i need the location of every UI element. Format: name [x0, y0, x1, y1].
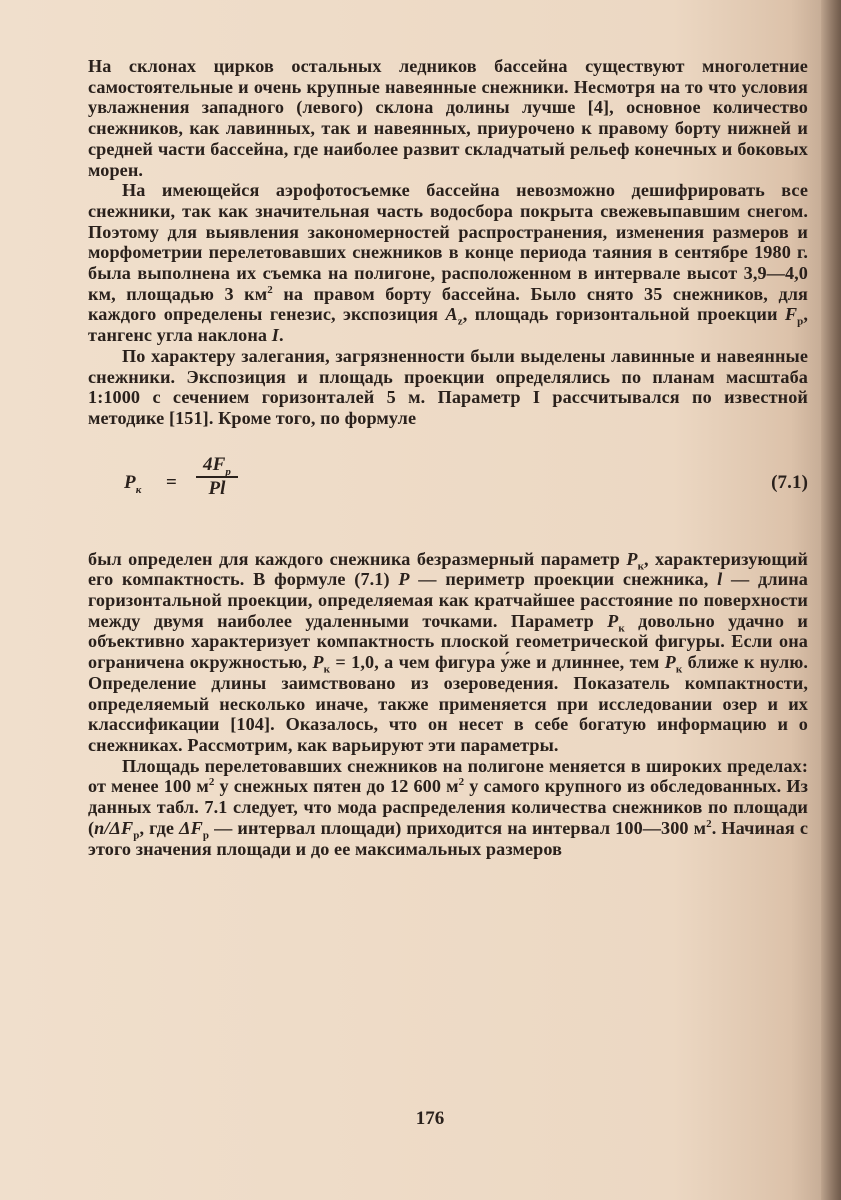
page-number: 176 — [415, 1108, 445, 1129]
paragraph-5: Площадь перелетовавших снежников на полигоне меняется в широких пределах: от менее 100 $м^2$ у снежных пятен до 12 600 $м^2$ у самого крупного из обследованных. Из данных табл. 7.1 следует, что мода распределения количества снежников по площади ($n/\Delta F_p$, где $\Delta F_p$ — интервал площади) приходится на интервал 100—300 $м^2$. Начиная с этого значения площади и до ее максимальных размеров — [88, 755, 808, 859]
page-edge-shadow — [821, 0, 841, 1200]
formula-number: (7.1) — [771, 471, 808, 493]
page-text — [88, 56, 808, 859]
formula-fraction — [196, 455, 238, 500]
formula-numerator: $4F_p$ — [196, 455, 238, 479]
paragraph-4: был определен для каждого снежника безразмерный параметр $P_к$, характеризующий его компактность. В формуле (7.1) P — периметр проекции снежника, l — длина горизонтальной проекции, определяемая как кратчайшее расстояние по поверхности между двумя наиболее удаленными точками. Параметр $P_к$ довольно удачно и объективно характеризует компактность плоской геометрической фигуры. Если она ограничена окружностью, $P_к = 1,0$, а чем фигура у́же и длиннее, тем $P_к$ ближе к нулю. Определение длины заимствовано из озероведения. Показатель компактности, определяемый несколько иначе, также применяется при исследовании озер и их классификации [104]. Оказалось, что он несет в себе богатую информацию и о снежниках. Рассмотрим, как варьируют эти параметры. — [88, 548, 808, 755]
formula-7-1 — [88, 445, 808, 541]
paragraph-3: По характеру залегания, загрязненности были выделены лавинные и навеянные снежники. Экспозиция и площадь проекции определялись по планам масштаба 1:1000 с сечением горизонталей 5 м. Параметр I рассчитывался по известной методике [151]. Кроме того, по формуле — [88, 345, 808, 428]
formula-lhs: $P_к$ — [124, 471, 142, 496]
paragraph-1: На склонах цирков остальных ледников бассейна существуют многолетние самостоятельные и очень крупные навеянные снежники. Несмотря на то что условия увлажнения западного (левого) склона долины лучше [4], основное количество снежников, как лавинных, так и навеянных, приурочено к правому борту нижней и средней части бассейна, где наиболее развит складчатый рельеф конечных и боковых морен. — [88, 56, 808, 180]
formula-equals: = — [166, 471, 177, 493]
paragraph-2: На имеющейся аэрофотосъемке бассейна невозможно дешифрировать все снежники, так как значительная часть водосбора покрыта свежевыпавшим снегом. Поэтому для выявления закономерностей распространения, изменения размеров и морфометрии перелетовавших снежников в конце периода таяния в сентябре 1980 г. была выполнена их съемка на полигоне, расположенном в интервале высот 3,9—4,0 км, площадью 3 $км^2$ на правом борту бассейна. Было снято 35 снежников, для каждого определены генезис, экспозиция $A_z$, площадь горизонтальной проекции $F_p$, тангенс угла наклона I. — [88, 180, 809, 346]
formula-denominator: Pl — [208, 478, 226, 500]
